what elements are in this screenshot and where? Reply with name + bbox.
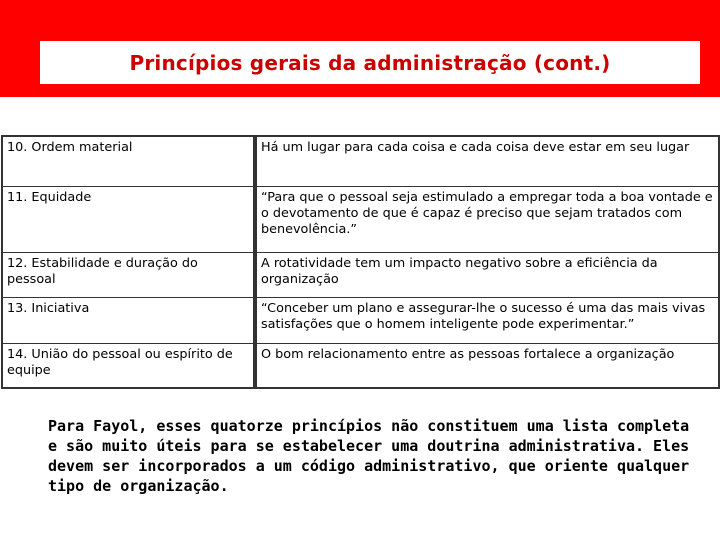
table-row xyxy=(1,252,720,297)
principle-description: “Para que o pessoal seja estimulado a empregar toda a boa vontade e o devotamento de que é capaz é preciso que sejam tratados com benevolência.” xyxy=(257,187,718,252)
principle-label: 10. Ordem material xyxy=(3,137,253,186)
conclusion-text: Para Fayol, esses quatorze princípios não constituem uma lista completa e são muito úteis para se estabelecer uma doutrina administrativa. Eles devem ser incorporados a um código administrativo, que oriente qualquer tipo de organização. xyxy=(48,417,690,495)
principle-description: O bom relacionamento entre as pessoas fortalece a organização xyxy=(257,344,718,387)
table-row xyxy=(1,297,720,343)
principle-description: A rotatividade tem um impacto negativo sobre a eficiência da organização xyxy=(257,253,718,297)
principle-label: 12. Estabilidade e duração do pessoal xyxy=(3,253,253,297)
principle-label: 14. União do pessoal ou espírito de equipe xyxy=(3,344,253,387)
page-title: Princípios gerais da administração (cont.) xyxy=(129,50,611,75)
principle-label: 11. Equidade xyxy=(3,187,253,252)
principles-table xyxy=(1,135,720,389)
table-row xyxy=(1,343,720,387)
principle-description: Há um lugar para cada coisa e cada coisa deve estar em seu lugar xyxy=(257,137,718,186)
title-box xyxy=(40,41,700,84)
table-row xyxy=(1,186,720,252)
table-row xyxy=(1,137,720,186)
principle-label: 13. Iniciativa xyxy=(3,298,253,343)
principle-description: “Conceber um plano e assegurar-lhe o sucesso é uma das mais vivas satisfações que o homem inteligente pode experimentar.” xyxy=(257,298,718,343)
